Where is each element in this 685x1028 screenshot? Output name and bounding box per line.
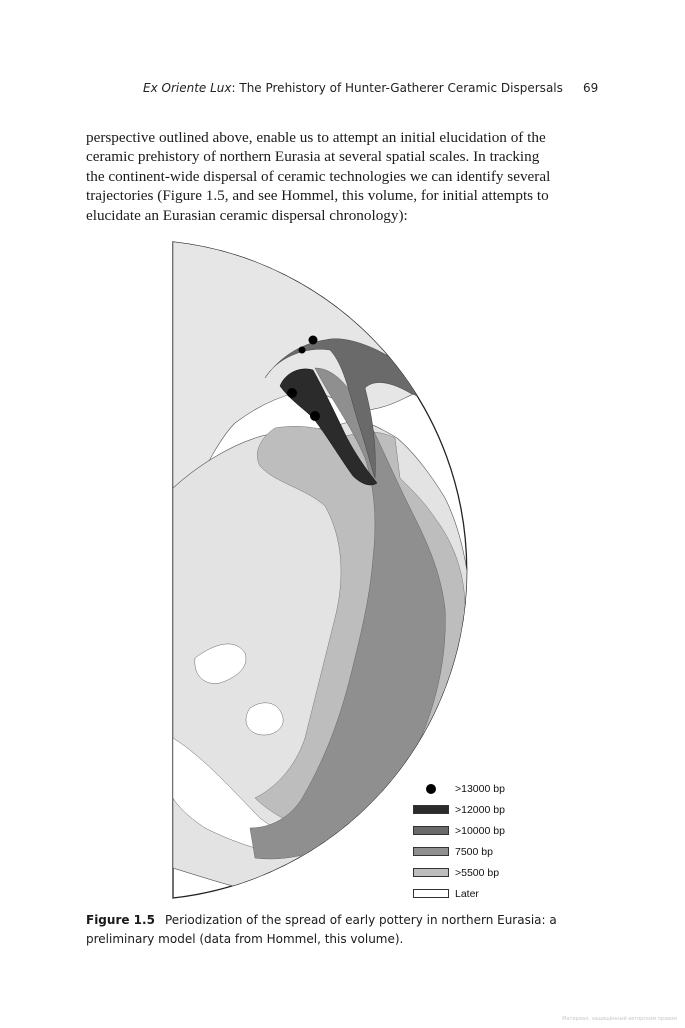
running-head: [143, 81, 563, 95]
site-dot: [309, 336, 318, 345]
legend-swatch: [413, 868, 449, 877]
legend-label: Later: [455, 887, 479, 900]
site-dot: [399, 784, 411, 796]
figure-label: Figure 1.5: [86, 913, 155, 927]
legend-label: >5500 bp: [455, 866, 500, 879]
running-head-rest: : The Prehistory of Hunter-Gatherer Ceramic Dispersals: [231, 81, 563, 95]
legend-row: [413, 862, 523, 883]
body-line: the continent-wide dispersal of ceramic technologies we can identify several: [86, 167, 551, 185]
site-dot: [287, 388, 297, 398]
body-line: ceramic prehistory of northern Eurasia at several spatial scales. In tracking: [86, 148, 540, 166]
page-number: 69: [583, 81, 599, 95]
legend-label: 7500 bp: [455, 845, 493, 858]
body-paragraph: [86, 128, 602, 225]
legend-dot-swatch: [413, 784, 449, 794]
legend-label: >13000 bp: [455, 782, 505, 795]
running-head-italic: Ex Oriente Lux: [143, 81, 232, 95]
legend-swatch: [413, 889, 449, 898]
body-line: trajectories (Figure 1.5, and see Hommel, this volume, for initial attempts to: [86, 187, 549, 205]
legend-label: >12000 bp: [455, 803, 505, 816]
site-dot: [438, 405, 449, 416]
legend-label: >10000 bp: [455, 824, 505, 837]
legend-row: [413, 820, 523, 841]
caption-text: Periodization of the spread of early pottery in northern Eurasia: a preliminary model (data from Hommel, this volume).: [86, 913, 557, 946]
legend-row: [413, 883, 523, 904]
inland-sea: [246, 703, 283, 735]
watermark: Материал, защищённый авторским правом: [562, 1016, 677, 1022]
site-dot: [310, 411, 320, 421]
body-line: perspective outlined above, enable us to attempt an initial elucidation of the: [86, 129, 546, 146]
legend-row: [413, 778, 523, 799]
legend-swatch: [413, 847, 449, 856]
map-legend: [413, 778, 523, 904]
legend-swatch: [413, 826, 449, 835]
figure-caption: [86, 911, 606, 948]
legend-swatch: [413, 805, 449, 814]
legend-row: [413, 841, 523, 862]
site-dot: [299, 347, 306, 354]
body-line: elucidate an Eurasian ceramic dispersal chronology):: [86, 206, 408, 224]
legend-row: [413, 799, 523, 820]
